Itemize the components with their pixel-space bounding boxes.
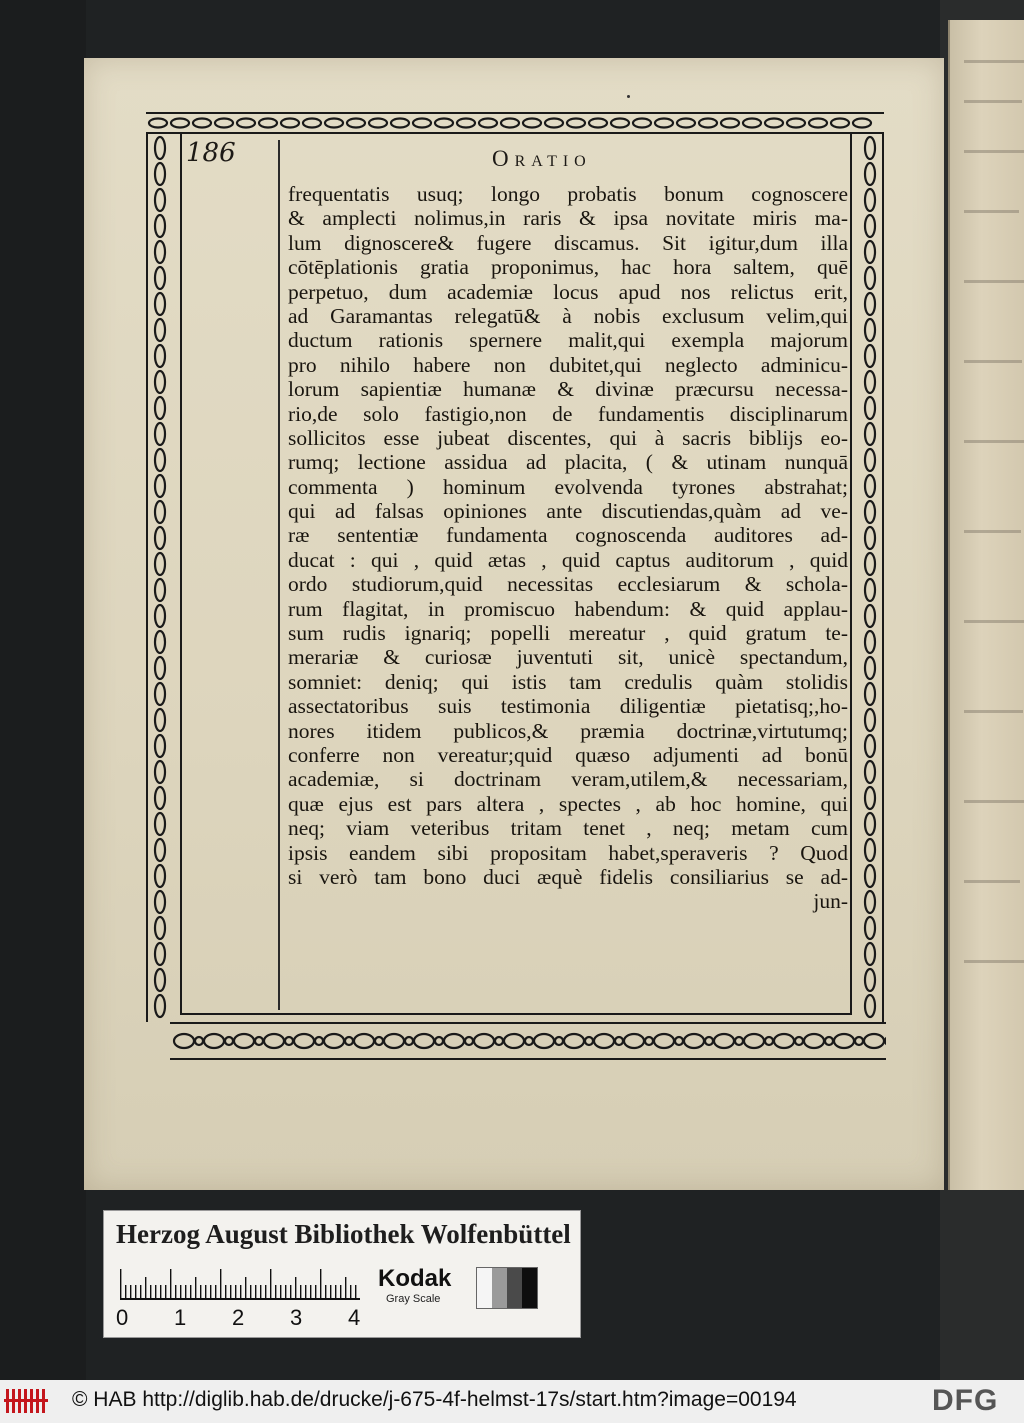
text-line: assectatoribus suis testimonia diligentiæ pietatisq;,ho- [288, 694, 848, 719]
text-line: rio,de solo fastigio,non de fundamentis disciplinarum [288, 401, 848, 426]
text-line: lum dignoscere& fugere discamus. Sit igitur,dum illa [288, 230, 848, 255]
text-line: somniet: deniq; qui istis tam credulis quàm stolidis [288, 669, 848, 694]
text-line: nores itidem publicos,& præmia doctrinæ,virtutumq; [288, 718, 848, 743]
ornamental-border-top [146, 112, 884, 134]
text-line: ad Garamantas relegatū& à nobis exclusum velim,qui [288, 303, 848, 328]
text-line: rum flagitat, in promiscuo habendum: & quid applau- [288, 596, 848, 621]
text-line: & amplecti nolimus,in raris & ipsa novitate miris ma- [288, 206, 848, 231]
frame-inner-rule-right [850, 134, 852, 1014]
text-line: si verò tam bono duci æquè fidelis consiliarius se ad- [288, 864, 848, 889]
text-line: commenta ) hominum evolvenda tyrones abstrahat; [288, 474, 848, 499]
ruler-numbers [116, 1305, 376, 1333]
footer-bar [0, 1380, 1024, 1423]
ruler-number: 0 [116, 1305, 129, 1330]
color-calibration-card [103, 1210, 581, 1338]
frame-inner-rule-bottom [180, 1013, 852, 1015]
text-line: qui ad falsas opiniones ante discutiendas,quàm ad ve- [288, 499, 848, 524]
hab-logo-icon [4, 1386, 48, 1416]
gray-swatch [492, 1268, 507, 1308]
text-line: neq; viam veteribus tritam tenet , neq; metam cum [288, 816, 848, 841]
text-line: cōtēplationis gratia proponimus, hac hora saltem, quē [288, 255, 848, 280]
ruler-number: 2 [232, 1305, 245, 1330]
ink-speck [627, 95, 630, 98]
ruler-number: 3 [290, 1305, 303, 1330]
text-line: ductum rationis spernere malit,qui exempla majorum [288, 328, 848, 353]
kodak-logo: Kodak [378, 1265, 452, 1292]
body-text [288, 182, 848, 914]
ornamental-border-right [856, 134, 884, 1022]
text-line: frequentatis usuq; longo probatis bonum cognoscere [288, 182, 848, 206]
text-line: merariæ & curiosæ juventuti sit, unicè spectandum, [288, 645, 848, 670]
page-number: 186 [186, 138, 236, 168]
gray-swatch [477, 1268, 492, 1308]
catchword: jun- [813, 889, 848, 914]
text-line: ducat : qui , quid ætas , quid captus auditorum , quid [288, 547, 848, 572]
frame-inner-rule-left [180, 134, 182, 1014]
copyright-url[interactable]: © HAB http://diglib.hab.de/drucke/j-675-4f-helmst-17s/start.htm?image=00194 [72, 1388, 797, 1411]
facing-page-edge [948, 20, 1024, 1190]
ornamental-border-bottom [170, 1022, 886, 1062]
text-line: ipsis eandem sibi propositam habet,speraveris ? Quod [288, 840, 848, 865]
gray-scale-label: Gray Scale [386, 1293, 441, 1305]
text-line: sollicitos esse jubeat discentes, qui à sacris biblijs eo- [288, 425, 848, 450]
gray-swatch [507, 1268, 522, 1308]
running-head: Oratio [492, 146, 592, 171]
text-line: rumq; lectione assidua ad placita, ( & utinam nunquā [288, 450, 848, 475]
dfg-logo: DFG [932, 1384, 999, 1417]
margin-rule [278, 140, 280, 1010]
gray-scale-swatches [476, 1267, 538, 1309]
text-line: academiæ, si doctrinam veram,utilem,& necessariam, [288, 767, 848, 792]
institution-name: Herzog August Bibliothek Wolfenbüttel [116, 1219, 571, 1249]
scanner-backdrop-left [0, 0, 86, 1380]
ruler-number: 4 [348, 1305, 361, 1330]
ornamental-border-left [146, 134, 174, 1022]
text-line: lorum sapientiæ humanæ & divinæ præcursu necessa- [288, 377, 848, 402]
text-line: ræ sententiæ fundamenta cognoscenda auditores ad- [288, 523, 848, 548]
text-line: conferre non vereatur;quid quæso adjumenti ad bonū [288, 742, 848, 767]
text-line: quæ ejus est pars altera , spectes , ab hoc homine, qui [288, 791, 848, 816]
ruler-number: 1 [174, 1305, 187, 1330]
text-line: pro nihilo habere non dubitet,qui neglecto adminicu- [288, 352, 848, 377]
gray-swatch [522, 1268, 537, 1308]
text-line: perpetuo, dum academiæ locus apud nos relictus erit, [288, 279, 848, 304]
ruler-scale [120, 1265, 360, 1301]
text-line: sum rudis ignariq; popelli mereatur , quid gratum te- [288, 621, 848, 646]
text-line: ordo studiorum,quid necessitas ecclesiarum & schola- [288, 572, 848, 597]
